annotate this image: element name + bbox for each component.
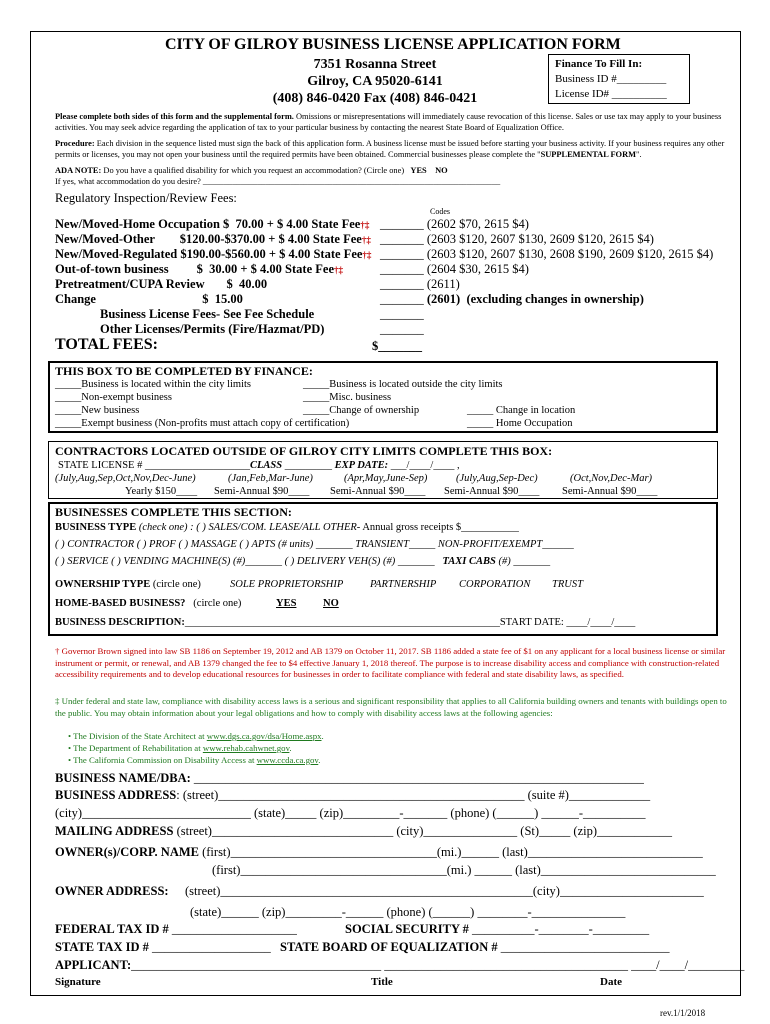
period-label: (July,Aug,Sep,Oct,Nov,Dec-June) bbox=[55, 473, 196, 484]
ada-accommodation-line[interactable]: If yes, what accommodation do you desire? _______________________________________________________________________ bbox=[55, 177, 501, 186]
period-label: (Jan,Feb,Mar-June) bbox=[228, 473, 313, 484]
business-id-field[interactable]: Business ID #_________ bbox=[555, 73, 667, 85]
date-label: Date bbox=[600, 976, 622, 988]
fee-row-label: New/Moved-Regulated $190.00-$560.00 + $ 4.00 State Fee†‡ bbox=[55, 247, 372, 261]
fee-amount-field[interactable]: Semi-Annual $90____ bbox=[330, 486, 426, 497]
agency-item: • The Division of the State Architect at www.dgs.ca.gov/dsa/Home.aspx. bbox=[68, 731, 324, 741]
finance-row[interactable]: _____New business bbox=[55, 405, 140, 416]
ada-yes-option[interactable]: YES bbox=[410, 166, 427, 175]
period-label: (Apr,May,June-Sep) bbox=[344, 473, 428, 484]
fee-row-label: Business License Fees- See Fee Schedule bbox=[100, 307, 315, 321]
business-name-field[interactable]: BUSINESS NAME/DBA: ________________________________________________________________________ bbox=[55, 771, 644, 785]
ownership-option-corporation[interactable]: CORPORATION bbox=[459, 579, 531, 590]
fee-amount-field[interactable]: Yearly $150____ bbox=[125, 486, 198, 497]
fee-amount-field[interactable]: _______ (2604 $30, 2615 $4) bbox=[380, 262, 529, 276]
ada-no-option[interactable]: NO bbox=[435, 166, 448, 175]
state-tax-id-field[interactable]: STATE TAX ID # ___________________ bbox=[55, 940, 271, 954]
fee-row-label: Pretreatment/CUPA Review $ 40.00 bbox=[55, 277, 268, 291]
fee-row-label: New/Moved-Home Occupation $ 70.00 + $ 4.00 State Fee†‡ bbox=[55, 217, 370, 231]
fee-amount-field[interactable]: Semi-Annual $90____ bbox=[444, 486, 540, 497]
procedure-paragraph: Procedure: Each division in the sequence listed must sign the back of this application form. A business license must be issued before starting your business activity. If your business requires any other permits or licenses, you may not open your business until the required permits have been obtained. Commercial businesses please complete the "SUPPLEMENTAL FORM". bbox=[55, 139, 725, 159]
fee-amount-field[interactable]: Semi-Annual $90____ bbox=[214, 486, 310, 497]
finance-row[interactable]: _____ Home Occupation bbox=[467, 418, 573, 429]
contractors-heading: CONTRACTORS LOCATED OUTSIDE OF GILROY CITY LIMITS COMPLETE THIS BOX: bbox=[55, 444, 553, 458]
form-title: CITY OF GILROY BUSINESS LICENSE APPLICATION FORM bbox=[165, 36, 621, 53]
fee-amount-field[interactable]: _______ (2611) bbox=[380, 277, 460, 291]
finance-section-heading: THIS BOX TO BE COMPLETED BY FINANCE: bbox=[55, 364, 313, 378]
revision-label: rev.1/1/2018 bbox=[660, 1008, 706, 1018]
board-of-equalization-field[interactable]: STATE BOARD OF EQUALIZATION # ___________________________ bbox=[280, 940, 670, 954]
ownership-option-sole[interactable]: SOLE PROPRIETORSHIP bbox=[230, 579, 344, 590]
fee-row-label: Out-of-town business $ 30.00 + $ 4.00 State Fee†‡ bbox=[55, 262, 343, 276]
finance-row[interactable]: _____Business is located within the city limits bbox=[55, 379, 251, 390]
social-security-field[interactable]: SOCIAL SECURITY # __________-________-_________ bbox=[345, 922, 650, 936]
finance-box-title: Finance To Fill In: bbox=[555, 58, 643, 70]
disability-access-note: ‡ Under federal and state law, compliance with disability access laws is a serious and significant responsibility that applies to all California building owners and tenants with buildings open to the public. You may obtain information about your legal obligations and how to comply with disability access laws at the following agencies: bbox=[55, 696, 727, 718]
finance-row[interactable]: _____Misc. business bbox=[303, 392, 392, 403]
fee-row-label: New/Moved-Other $120.00-$370.00 + $ 4.00 State Fee†‡ bbox=[55, 232, 371, 246]
period-label: (July,Aug,Sep-Dec) bbox=[456, 473, 538, 484]
business-type-row-3[interactable]: ( ) SERVICE ( ) VENDING MACHINE(S) (#)_______ ( ) DELIVERY VEH(S) (#) _______ TAXI CABS (#) _______ bbox=[55, 556, 551, 567]
agency-item: • The Department of Rehabilitation at www.rehab.cahwnet.gov. bbox=[68, 743, 292, 753]
ccda-link[interactable]: www.ccda.ca.gov bbox=[256, 755, 319, 765]
rehab-link[interactable]: www.rehab.cahwnet.gov bbox=[202, 743, 290, 753]
fee-amount-field[interactable]: _______ (2603 $120, 2607 $130, 2609 $120, 2615 $4) bbox=[380, 232, 654, 246]
sb1186-note: † Governor Brown signed into law SB 1186 on September 19, 2012 and AB 1379 on October 11, 2017. SB 1186 added a state fee of $1 on any applicant for a local business license or similar instrument or permit, or renewal, and AB 1379 changed the fee to $4 effective January 1, 2018 thereof. The purpose is to increase disability access and compliance with construction-related accessibility requirements and to develop educational resources for businesses in order to facilitate compliance with federal and state disability laws, as specified. bbox=[55, 646, 726, 679]
business-type-row[interactable]: BUSINESS TYPE (check one) : ( ) SALES/COM. LEASE/ALL OTHER- Annual gross receipts $___________ bbox=[55, 522, 519, 533]
phone-fax: (408) 846-0420 Fax (408) 846-0421 bbox=[272, 91, 478, 106]
fee-row-label: Change $ 15.00 bbox=[55, 292, 243, 306]
ownership-option-trust[interactable]: TRUST bbox=[552, 579, 583, 590]
business-description-row[interactable]: BUSINESS DESCRIPTION:____________________________________________________________START DATE: ____/____/____ bbox=[55, 617, 636, 628]
fees-heading: Regulatory Inspection/Review Fees: bbox=[55, 191, 237, 205]
title-label: Title bbox=[371, 976, 393, 988]
agency-item: • The California Commission on Disability Access at www.ccda.ca.gov. bbox=[68, 755, 321, 765]
owner-address-label: OWNER ADDRESS: bbox=[55, 884, 169, 898]
license-id-field[interactable]: License ID# __________ bbox=[555, 88, 667, 100]
home-based-no[interactable]: NO bbox=[323, 598, 339, 609]
home-based-yes[interactable]: YES bbox=[276, 598, 297, 609]
business-type-row-2[interactable]: ( ) CONTRACTOR ( ) PROF ( ) MASSAGE ( ) APTS (# units) _______ TRANSIENT_____ NON-PROFIT/EXEMPT______ bbox=[55, 539, 574, 550]
fee-amount-field[interactable]: _______ (2603 $120, 2607 $130, 2608 $190, 2609 $120, 2615 $4) bbox=[380, 247, 714, 261]
fee-row-label: Other Licenses/Permits (Fire/Hazmat/PD) bbox=[100, 322, 325, 336]
fee-amount-field[interactable]: _______ (2601) (excluding changes in ownership) bbox=[380, 292, 644, 306]
applicant-field[interactable]: APPLICANT:________________________________________ _______________________________________ ____/____/_________ bbox=[55, 958, 745, 972]
finance-row[interactable]: _____Non-exempt business bbox=[55, 392, 172, 403]
owner-address-field-2[interactable]: (state)______ (zip)_________-______ (phone) (______) ________-_______________ bbox=[190, 905, 626, 919]
finance-row[interactable]: _____Business is located outside the city limits bbox=[303, 379, 503, 390]
owner-name-field[interactable]: OWNER(s)/CORP. NAME (first)_________________________________(mi.)______ (last)____________________________ bbox=[55, 845, 703, 859]
fee-amount-field[interactable]: _______ (2602 $70, 2615 $4) bbox=[380, 217, 529, 231]
address-line-2: Gilroy, CA 95020-6141 bbox=[307, 74, 443, 89]
finance-row[interactable]: _____Change of ownership bbox=[303, 405, 420, 416]
total-fees-label: TOTAL FEES: bbox=[55, 336, 158, 353]
codes-label: Codes bbox=[430, 207, 450, 216]
finance-fill-in-box bbox=[548, 54, 690, 104]
finance-row[interactable]: _____ Change in location bbox=[467, 405, 576, 416]
address-line-1: 7351 Rosanna Street bbox=[313, 57, 437, 72]
business-city-field[interactable]: (city)___________________________ (state)_____ (zip)_________-_______ (phone) (______) ______-__________ bbox=[55, 806, 646, 820]
mailing-address-field[interactable]: MAILING ADDRESS (street)_____________________________ (city)_______________ (St)_____ (zip)____________ bbox=[55, 824, 672, 838]
state-license-line[interactable]: STATE LICENSE # ____________________CLASS _________ EXP DATE: ___/____/____ , bbox=[58, 460, 460, 471]
ada-note: ADA NOTE: Do you have a qualified disability for which you request an accommodation? (Circle one) YES NO bbox=[55, 166, 448, 175]
owner-address-field[interactable]: (street)__________________________________________________(city)_______________________ bbox=[185, 884, 704, 898]
fee-amount-field[interactable]: Semi-Annual $90____ bbox=[562, 486, 658, 497]
federal-tax-id-field[interactable]: FEDERAL TAX ID # ____________________ bbox=[55, 922, 297, 936]
signature-label: Signature bbox=[55, 976, 101, 988]
period-label: (Oct,Nov,Dec-Mar) bbox=[570, 473, 653, 484]
finance-row[interactable]: _____Exempt business (Non-profits must attach copy of certification) bbox=[55, 418, 350, 429]
ownership-option-partnership[interactable]: PARTNERSHIP bbox=[370, 579, 437, 590]
supplemental-form-link[interactable]: SUPPLEMENTAL FORM bbox=[540, 150, 637, 159]
owner-name-field-2[interactable]: (first)_________________________________(mi.) ______ (last)____________________________ bbox=[212, 863, 716, 877]
fee-amount-field[interactable]: _______ bbox=[380, 307, 424, 321]
fee-amount-field[interactable]: _______ bbox=[380, 322, 424, 336]
ownership-type-row: OWNERSHIP TYPE (circle one) bbox=[55, 579, 201, 590]
home-based-label: HOME-BASED BUSINESS? (circle one) bbox=[55, 598, 242, 609]
total-fees-field[interactable]: $_______ bbox=[372, 339, 422, 353]
instructions-paragraph: Please complete both sides of this form and the supplemental form. Omissions or misrepresentations will immediately cause revocation of this license. Sales or use tax may apply to your business activities. You may seek advice regarding the application of tax to your particular business by contacting the nearest State Board of Equalization Office. bbox=[55, 112, 722, 132]
businesses-heading: BUSINESSES COMPLETE THIS SECTION: bbox=[55, 505, 292, 519]
business-address-field[interactable]: BUSINESS ADDRESS: (street)_________________________________________________ (suite #)_____________ bbox=[55, 788, 651, 802]
dsa-link[interactable]: www.dgs.ca.gov/dsa/Home.aspx bbox=[206, 731, 322, 741]
